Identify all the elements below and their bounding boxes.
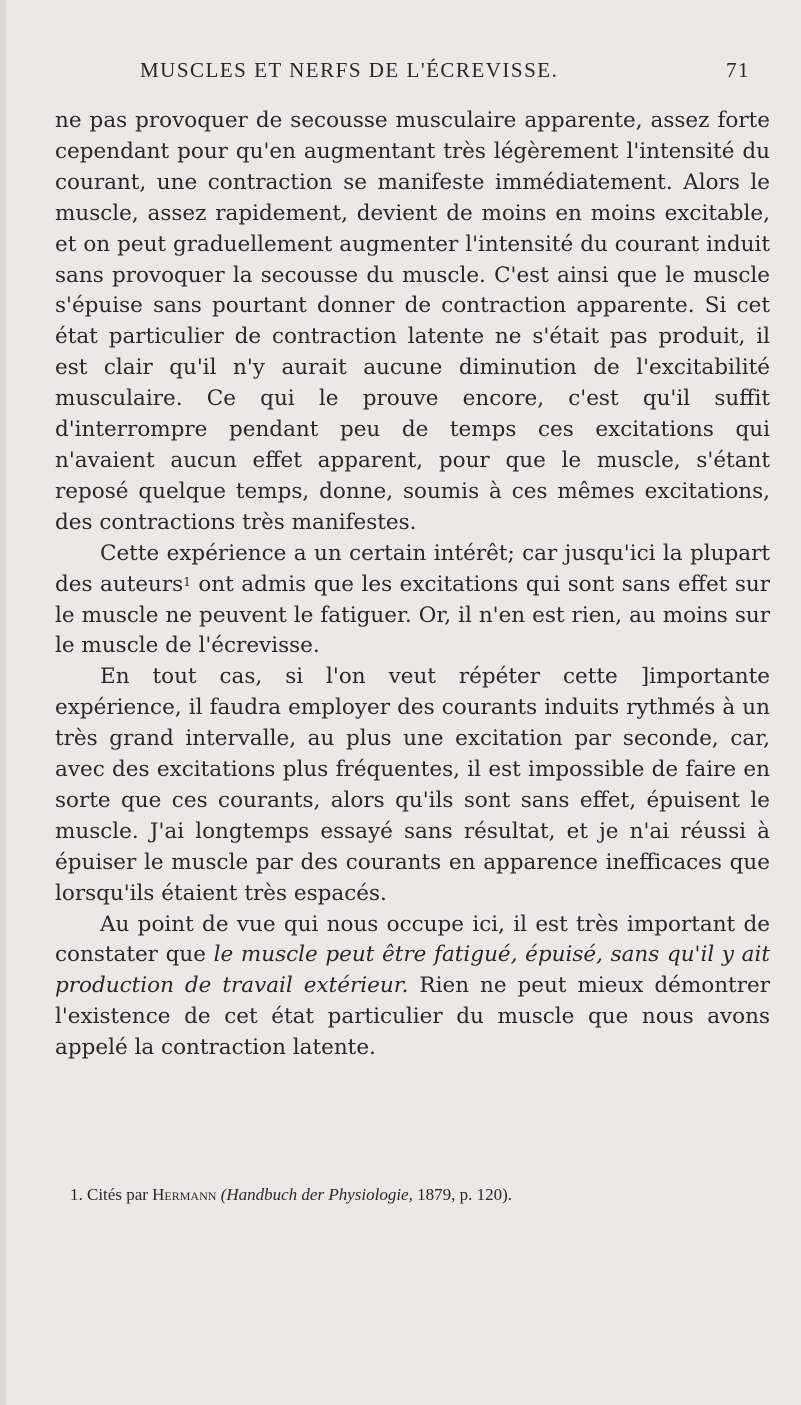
footnote-author: Hermann — [152, 1185, 217, 1204]
paragraph-2 — [55, 539, 770, 663]
paragraph-4 — [55, 910, 770, 1065]
paragraph-4-text-end: Rien ne peut mieux démontrer l'existence de cet état particulier du muscle que nous avons appelé la contraction latente. — [55, 973, 770, 1061]
paragraph-2-text-end: ont admis que les excitations qui sont sans effet sur le muscle ne peuvent le fatiguer. Or, il n'en est rien, au moins sur le muscle de l'écrevisse. — [55, 571, 770, 659]
paragraph-2-text: Cette expérience a un certain intérêt; car jusqu'ici la plupart des auteurs — [55, 540, 770, 597]
body-text — [55, 106, 770, 1064]
footnote-reference: 1 — [183, 574, 191, 589]
footnote-work: (Handbuch der Physiologie, — [220, 1185, 413, 1204]
paragraph-1: ne pas provoquer de secousse musculaire apparente, assez forte cependant pour qu'en augmentant très légèrement l'intensité du courant, une contraction se manifeste immédiatement. Alors le muscle, assez rapidement, devient de moins en moins excitable, et on peut graduellement augmenter l'intensité du courant induit sans provoquer la secousse du muscle. C'est ainsi que le muscle s'épuise sans pourtant donner de contraction apparente. Si cet état particulier de contraction latente ne s'était pas produit, il est clair qu'il n'y aurait aucune diminution de l'excitabilité musculaire. Ce qui le prouve encore, c'est qu'il suffit d'interrompre pendant peu de temps ces excitations qui n'avaient aucun effet apparent, pour que le muscle, s'étant reposé quelque temps, donne, soumis à ces mêmes excitations, des contractions très manifestes. — [55, 108, 770, 535]
page-edge-shadow — [0, 0, 6, 1405]
running-title: MUSCLES ET NERFS DE L'ÉCREVISSE. — [140, 58, 559, 82]
footnote-number: 1. — [70, 1185, 83, 1204]
paragraph-4-emphasis: le muscle peut être fatigué, épuisé, sans qu'il y ait production de travail extérieur. — [55, 942, 770, 999]
paragraph-4-text: Au point de vue qui nous occupe ici, il est très important de constater que — [55, 911, 770, 968]
footnote-details: 1879, p. 120). — [412, 1185, 513, 1204]
footnote — [70, 1183, 770, 1207]
footnote-text: Cités par — [87, 1185, 153, 1204]
page-number: 71 — [726, 58, 750, 82]
paragraph-3: En tout cas, si l'on veut répéter cette ]importante expérience, il faudra employer des courants induits rythmés à un très grand intervalle, au plus une excitation par seconde, car, avec des excitations plus fréquentes, il est impossible de faire en sorte que ces courants, alors qu'ils sont sans effet, épuisent le muscle. J'ai longtemps essayé sans résultat, et je n'ai réussi à épuiser le muscle par des courants en apparence inefficaces que lorsqu'ils étaient très espacés. — [55, 664, 770, 906]
